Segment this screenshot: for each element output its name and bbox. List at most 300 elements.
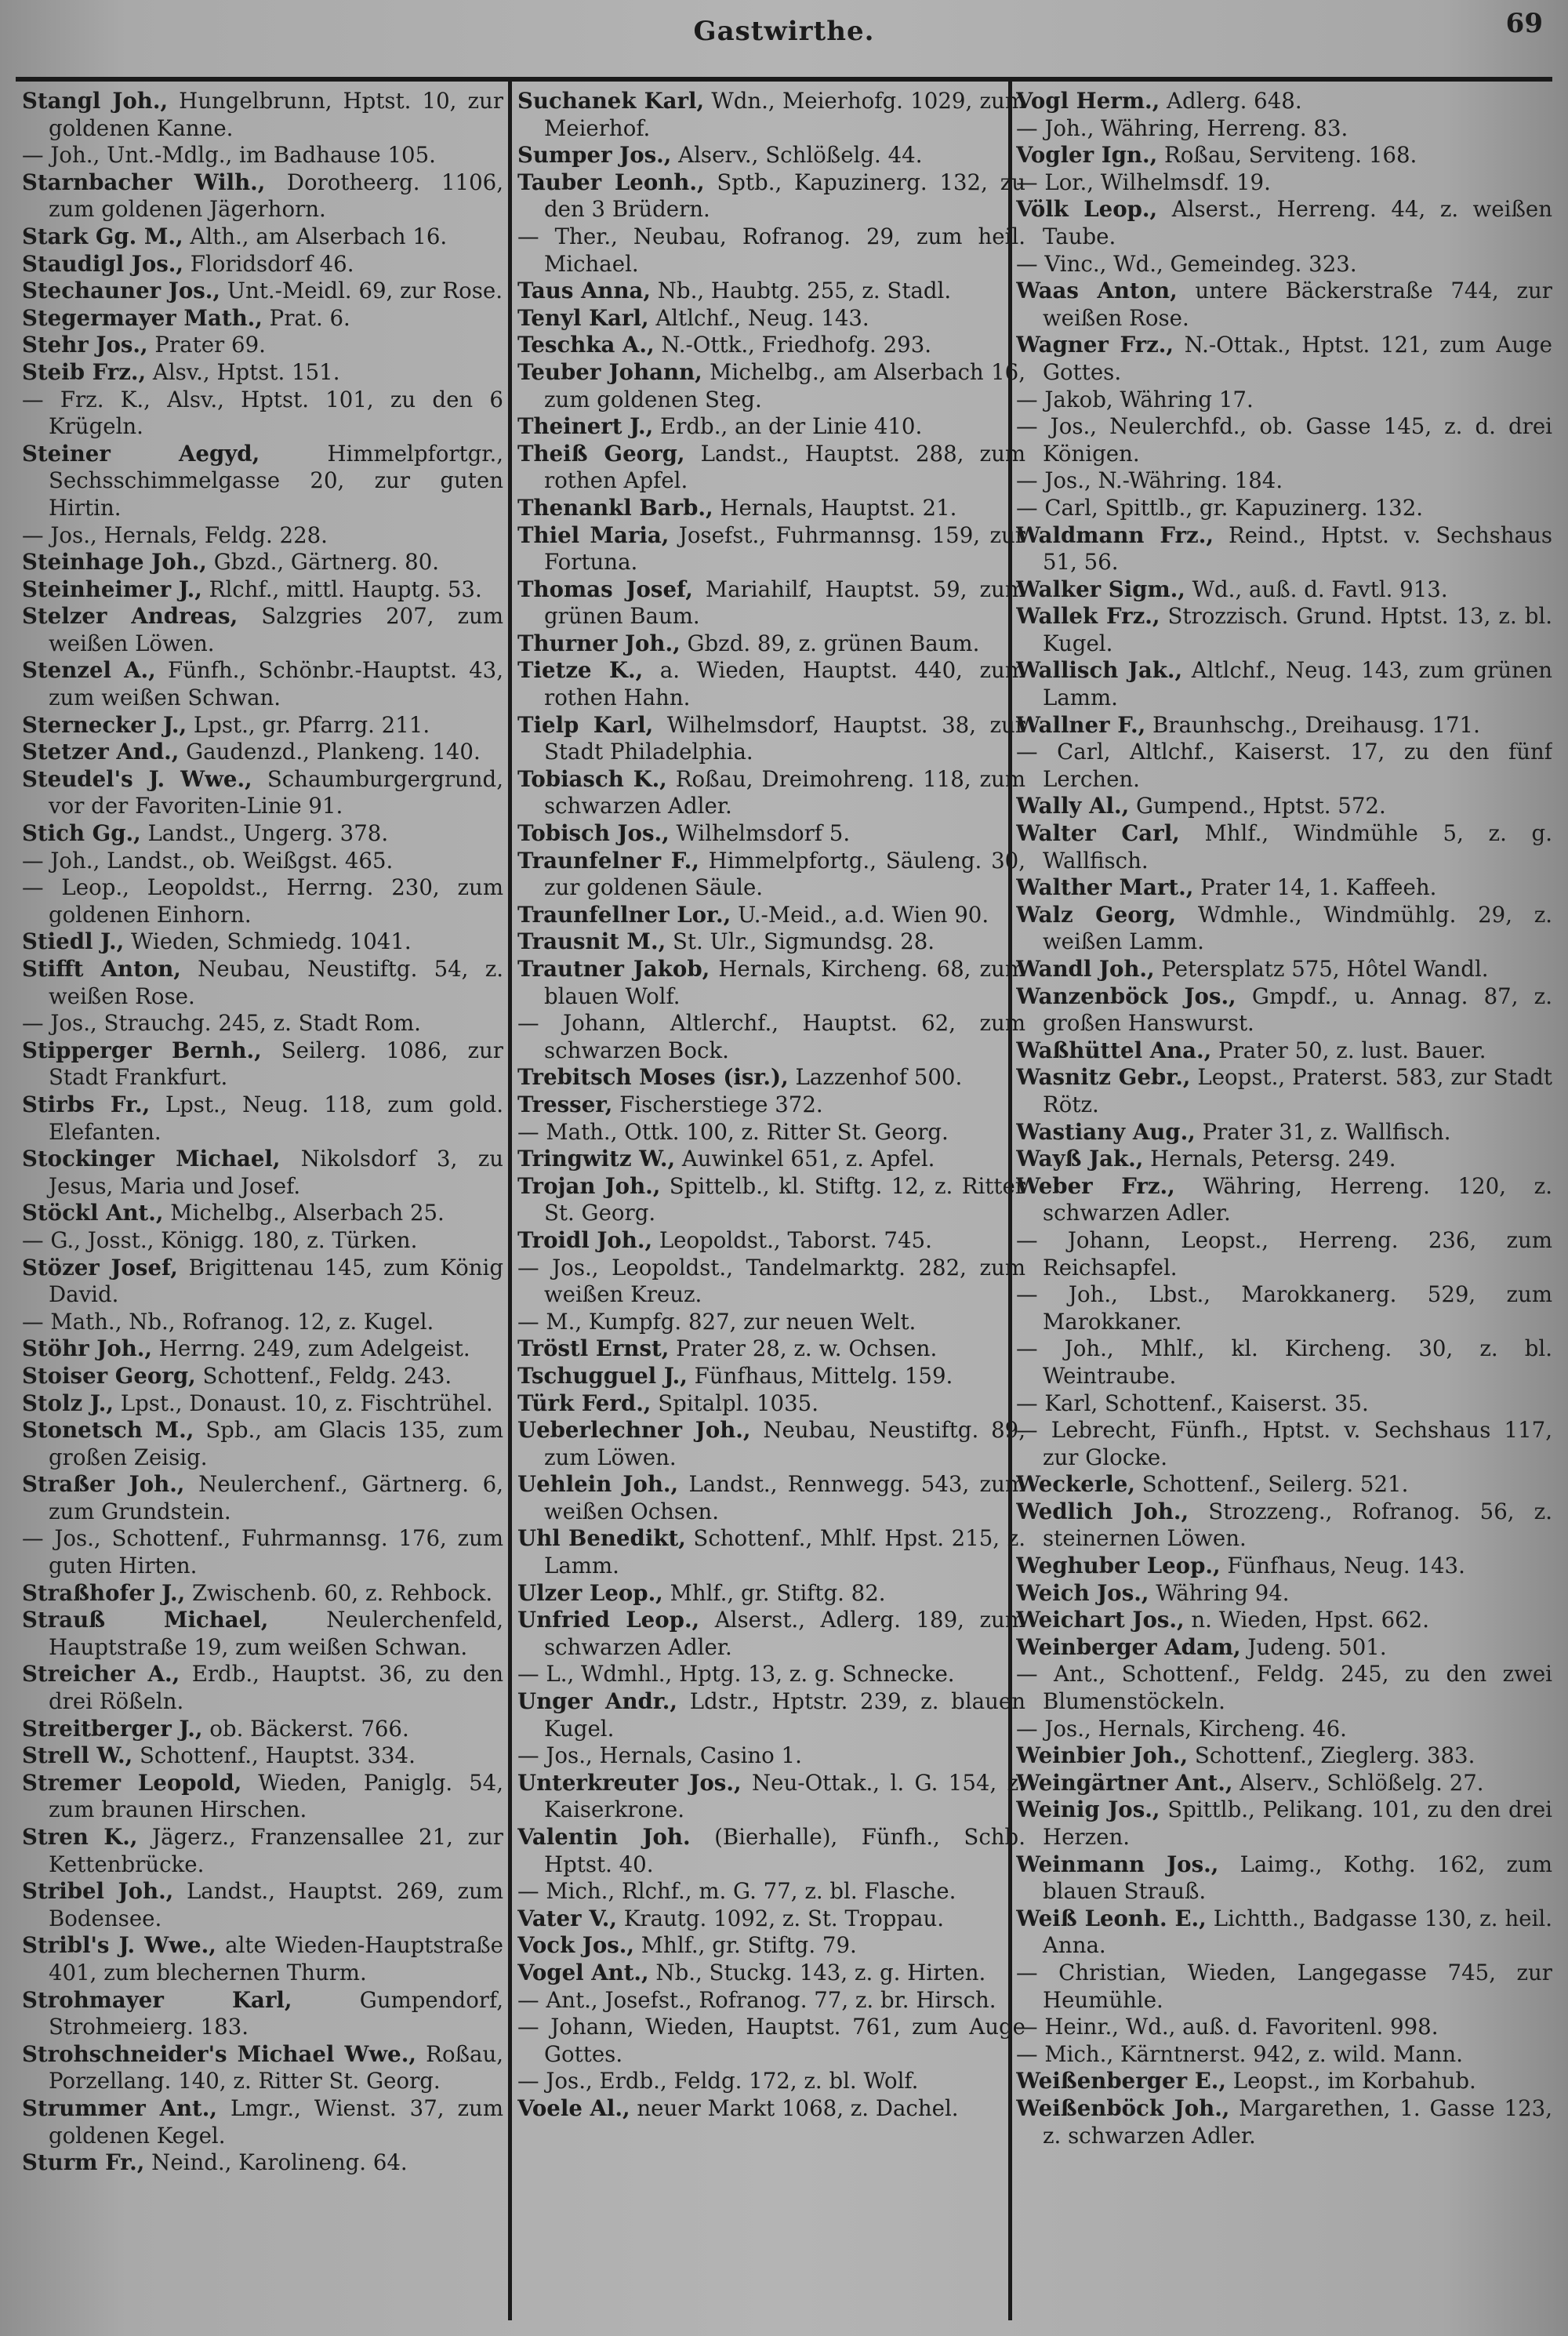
entry-details: Wdn., Meierhofg. 1029, zum Meierhof.	[544, 88, 1025, 141]
directory-entry	[22, 1878, 503, 1932]
entry-details: — Johann, Wieden, Hauptst. 761, zum Auge Gottes.	[517, 2014, 1025, 2067]
entry-name: Vater V.,	[517, 1905, 617, 1931]
entry-name: Tietze K.,	[517, 657, 644, 684]
entry-details: — Jos., Strauchg. 245, z. Stadt Rom.	[22, 1010, 421, 1037]
column-rule-left	[508, 82, 512, 2320]
directory-entry	[22, 88, 503, 142]
directory-entry	[22, 874, 503, 928]
directory-entry	[517, 1119, 1025, 1146]
entry-details: Wd., auß. d. Favtl. 913.	[1185, 576, 1448, 602]
entry-name: Trausnit M.,	[517, 928, 666, 955]
directory-entry	[22, 1824, 503, 1878]
entry-details: Prater 50, z. lust. Bauer.	[1211, 1037, 1486, 1063]
entry-details: Gbzd. 89, z. grünen Baum.	[680, 630, 980, 656]
directory-entry	[517, 1932, 1025, 1960]
entry-details: — Joh., Landst., ob. Weißgst. 465.	[22, 847, 394, 874]
entry-name: Unfried Leop.,	[517, 1607, 700, 1633]
directory-entry	[22, 1227, 503, 1255]
directory-entry	[517, 712, 1025, 766]
directory-entry	[22, 387, 503, 441]
entry-details: a. Wieden, Hauptst. 440, zum rothen Hahn.	[544, 657, 1025, 711]
entry-name: Tobiasch K.,	[517, 765, 667, 792]
directory-entry	[22, 766, 503, 820]
directory-entry	[517, 305, 1025, 332]
entry-name: Tresser,	[517, 1091, 613, 1117]
page-header	[0, 5, 1568, 67]
entry-name: Weichart Jos.,	[1016, 1607, 1185, 1633]
entry-details: Lpst., Donaust. 10, z. Fischtrühel.	[113, 1390, 493, 1416]
entry-details: Alsv., Hptst. 151.	[146, 358, 340, 385]
directory-entry	[1016, 1851, 1552, 1905]
directory-entry	[22, 576, 503, 604]
entry-details: Wieden, Paniglg. 54, zum braunen Hirschen.	[49, 1769, 503, 1823]
directory-entry	[517, 1607, 1025, 1661]
directory-entry	[22, 305, 503, 332]
entry-name: Stonetsch M.,	[22, 1417, 194, 1444]
directory-entry	[1016, 278, 1552, 332]
directory-entry	[22, 441, 503, 522]
entry-name: Thiel Maria,	[517, 521, 670, 548]
entry-name: Stich Gg.,	[22, 820, 141, 847]
directory-entry	[517, 1390, 1025, 1418]
entry-name: Stenzel A.,	[22, 657, 156, 684]
entry-name: Ueberlechner Joh.,	[517, 1417, 751, 1444]
directory-entry	[1016, 1742, 1552, 1770]
entry-name: Weißenböck Joh.,	[1016, 2094, 1230, 2121]
entry-details: Neulerchenf., Gärtnerg. 6, zum Grundstein.	[49, 1471, 503, 1524]
column-1	[22, 88, 503, 2312]
entry-details: — Jos., Erdb., Feldg. 172, z. bl. Wolf.	[517, 2068, 919, 2094]
column-3	[1016, 88, 1552, 2312]
directory-entry	[22, 820, 503, 848]
entry-details: Währing 94.	[1149, 1579, 1290, 1606]
entry-details: Hernals, Hauptst. 21.	[713, 494, 957, 521]
entry-details: Fünfhaus, Mittelg. 159.	[687, 1362, 953, 1389]
entry-name: Weghuber Leop.,	[1016, 1553, 1221, 1579]
entry-details: — Math., Nb., Rofranog. 12, z. Kugel.	[22, 1308, 434, 1335]
entry-details: — Carl, Altlchf., Kaiserst. 17, zu den fünf Lerchen.	[1016, 739, 1552, 792]
entry-details: Nb., Stuckg. 143, z. g. Hirten.	[648, 1959, 986, 1985]
entry-name: Uhl Benedikt,	[517, 1525, 686, 1552]
entry-name: Stöhr Joh.,	[22, 1335, 153, 1362]
entry-name: Vock Jos.,	[517, 1932, 635, 1959]
entry-details: Nb., Haubtg. 255, z. Stadl.	[651, 278, 952, 304]
entry-details: — Joh., Mhlf., kl. Kircheng. 30, z. bl. Weintraube.	[1016, 1335, 1552, 1389]
entry-details: Hungelbrunn, Hptst. 10, zur goldenen Kanne.	[49, 88, 503, 141]
entry-name: Valentin Joh.	[517, 1824, 691, 1850]
entry-details: Lazzenhof 500.	[788, 1064, 963, 1091]
directory-entry	[517, 848, 1025, 902]
entry-name: Walter Carl,	[1016, 820, 1180, 847]
entry-name: Weich Jos.,	[1016, 1579, 1149, 1606]
entry-name: Straßer Joh.,	[22, 1471, 185, 1498]
entry-name: Stockinger Michael,	[22, 1146, 281, 1172]
directory-entry	[517, 1227, 1025, 1255]
directory-entry	[517, 1905, 1025, 1933]
directory-entry	[1016, 576, 1552, 604]
entry-name: Stechauner Jos.,	[22, 278, 221, 304]
entry-name: Wedlich Joh.,	[1016, 1498, 1189, 1524]
entry-details: Lmgr., Wienst. 37, zum goldenen Kegel.	[49, 2094, 503, 2149]
entry-name: Walz Georg,	[1016, 901, 1177, 928]
entry-name: Weingärtner Ant.,	[1016, 1769, 1233, 1796]
entry-details: — Jos., Leopoldst., Tandelmarktg. 282, zum weißen Kreuz.	[517, 1254, 1025, 1308]
entry-details: Fischerstiege 372.	[612, 1091, 823, 1117]
entry-details: Mariahilf, Hauptst. 59, zum grünen Baum.	[544, 576, 1025, 630]
directory-entry	[517, 223, 1025, 278]
entry-name: Stark Gg. M.,	[22, 223, 183, 249]
directory-entry	[22, 1417, 503, 1471]
entry-name: Waas Anton,	[1016, 278, 1178, 304]
directory-entry	[22, 1742, 503, 1770]
entry-details: Leopoldst., Taborst. 745.	[652, 1226, 932, 1253]
entry-details: Alserst., Herreng. 44, z. weißen Taube.	[1043, 196, 1552, 249]
entry-name: Steinhage Joh.,	[22, 549, 207, 576]
entry-name: Stren K.,	[22, 1824, 138, 1850]
entry-name: Weckerle,	[1016, 1471, 1135, 1498]
directory-entry	[1016, 983, 1552, 1037]
entry-name: Tschugguel J.,	[517, 1362, 688, 1389]
directory-entry	[517, 630, 1025, 658]
directory-entry	[22, 278, 503, 305]
directory-entry	[1016, 1634, 1552, 1662]
entry-name: Stöckl Ant.,	[22, 1200, 164, 1226]
directory-entry	[517, 1580, 1025, 1608]
directory-entry	[1016, 603, 1552, 657]
entry-details: Landst., Ungerg. 378.	[140, 820, 389, 847]
entry-details: Brigittenau 145, zum König David.	[49, 1254, 503, 1308]
entry-name: Weber Frz.,	[1016, 1172, 1175, 1199]
entry-name: Wagner Frz.,	[1016, 332, 1174, 358]
entry-details: Schaumburgergrund, vor der Favoriten-Linie 91.	[49, 765, 503, 819]
directory-entry	[517, 441, 1025, 495]
directory-entry	[517, 820, 1025, 848]
entry-name: Tenyl Karl,	[517, 304, 649, 331]
entry-details: — Christian, Wieden, Langegasse 745, zur Heumühle.	[1016, 1959, 1552, 2013]
directory-entry	[1016, 1037, 1552, 1065]
entry-details: Unt.-Meidl. 69, zur Rose.	[220, 278, 503, 304]
entry-details: — Carl, Spittlb., gr. Kapuzinerg. 132.	[1016, 494, 1424, 521]
directory-entry	[1016, 1390, 1552, 1418]
entry-details: — Jos., Hernals, Casino 1.	[517, 1742, 802, 1769]
directory-entry	[1016, 793, 1552, 820]
directory-entry	[22, 1770, 503, 1824]
entry-details: — Johann, Leopst., Herreng. 236, zum Reichsapfel.	[1016, 1226, 1552, 1281]
entry-details: Michelbg., am Alserbach 16, zum goldenen Steg.	[544, 358, 1025, 412]
entry-name: Vogler Ign.,	[1016, 142, 1158, 169]
directory-entry	[1016, 2014, 1552, 2041]
directory-entry	[22, 928, 503, 956]
entry-name: Tröstl Ernst,	[517, 1335, 670, 1362]
entry-details: Jägerz., Franzensallee 21, zur Kettenbrücke.	[49, 1824, 503, 1877]
directory-entry	[22, 1092, 503, 1146]
entry-details: U.-Meid., a.d. Wien 90.	[731, 901, 989, 928]
directory-entry	[517, 332, 1025, 359]
directory-entry	[22, 657, 503, 711]
entry-details: Alth., am Alserbach 16.	[183, 223, 448, 249]
entry-name: Stipperger Bernh.,	[22, 1037, 262, 1063]
entry-details: Prater 69.	[147, 332, 266, 358]
entry-name: Vogel Ant.,	[517, 1959, 649, 1985]
entry-details: Alserv., Schlößelg. 27.	[1232, 1769, 1484, 1796]
entry-details: Prat. 6.	[262, 304, 350, 331]
directory-entry	[517, 1661, 1025, 1688]
entry-details: Spitalpl. 1035.	[651, 1390, 818, 1416]
entry-details: Himmelpfortg., Säuleng. 30, zur goldenen Säule.	[544, 847, 1025, 901]
entry-name: Trojan Joh.,	[517, 1172, 661, 1199]
directory-entry	[517, 142, 1025, 169]
entry-details: — Joh., Währing, Herreng. 83.	[1016, 114, 1348, 141]
entry-name: Streitberger J.,	[22, 1715, 203, 1742]
directory-entry	[517, 1363, 1025, 1390]
directory-entry	[22, 1580, 503, 1608]
entry-details: — Vinc., Wd., Gemeindeg. 323.	[1016, 250, 1357, 277]
entry-name: Weiß Leonh. E.,	[1016, 1905, 1207, 1931]
directory-entry	[517, 1688, 1025, 1742]
entry-name: Strummer Ant.,	[22, 2094, 218, 2121]
directory-entry	[517, 1064, 1025, 1092]
entry-details: Roßau, Dreimohreng. 118, zum schwarzen Adler.	[544, 765, 1025, 819]
entry-name: Waßhüttel Ana.,	[1016, 1037, 1212, 1063]
entry-name: Stelzer Andreas,	[22, 603, 238, 630]
entry-name: Steiner Aegyd,	[22, 440, 260, 467]
entry-name: Theiß Georg,	[517, 440, 685, 467]
entry-details: Mhlf., gr. Stiftg. 79.	[634, 1932, 857, 1959]
entry-name: Stirbs Fr.,	[22, 1091, 151, 1117]
directory-entry	[517, 1255, 1025, 1309]
entry-name: Unger Andr.,	[517, 1688, 678, 1715]
directory-entry	[22, 1255, 503, 1309]
directory-entry	[517, 2068, 1025, 2095]
entry-details: — L., Wdmhl., Hptg. 13, z. g. Schnecke.	[517, 1661, 955, 1688]
directory-entry	[517, 359, 1025, 413]
directory-entry	[517, 1173, 1025, 1227]
entry-details: Hernals, Kircheng. 68, zum blauen Wolf.	[544, 956, 1025, 1009]
entry-details: Zwischenb. 60, z. Rehbock.	[185, 1579, 493, 1606]
directory-entry	[517, 495, 1025, 522]
entry-details: — Mich., Kärntnerst. 942, z. wild. Mann.	[1016, 2040, 1463, 2067]
directory-entry	[517, 1525, 1025, 1579]
entry-details: Wilhelmsdorf, Hauptst. 38, zur Stadt Philadelphia.	[544, 711, 1025, 765]
running-head: Gastwirthe.	[693, 16, 875, 47]
directory-entry	[517, 1335, 1025, 1363]
directory-entry	[22, 1390, 503, 1418]
directory-entry	[22, 332, 503, 359]
directory-entry	[22, 1010, 503, 1037]
entry-details: Landst., Hauptst. 269, zum Bodensee.	[49, 1878, 503, 1931]
entry-details: Erdb., an der Linie 410.	[653, 413, 923, 440]
entry-details: Rlchf., mittl. Hauptg. 53.	[201, 576, 482, 602]
directory-entry	[517, 1742, 1025, 1770]
directory-entry	[1016, 1607, 1552, 1634]
entry-details: Auwinkel 651, z. Apfel.	[675, 1146, 935, 1172]
entry-details: Schottenf., Hauptst. 334.	[132, 1742, 416, 1769]
entry-details: Alserst., Adlerg. 189, zum schwarzen Adler.	[544, 1607, 1025, 1660]
directory-entry	[1016, 1227, 1552, 1281]
entry-details: Lichtth., Badgasse 130, z. heil. Anna.	[1043, 1905, 1552, 1959]
entry-name: Wasnitz Gebr.,	[1016, 1064, 1191, 1091]
entry-details: N.-Ottk., Friedhofg. 293.	[654, 332, 932, 358]
entry-name: Stangl Joh.,	[22, 88, 169, 114]
directory-entry	[1016, 1417, 1552, 1471]
directory-entry	[517, 956, 1025, 1010]
entry-name: Wandl Joh.,	[1016, 956, 1155, 982]
entry-name: Straßhofer J.,	[22, 1579, 186, 1606]
entry-details: Spittelb., kl. Stiftg. 12, z. Ritter St. Georg.	[544, 1172, 1025, 1226]
directory-entry	[1016, 2041, 1552, 2069]
entry-details: — M., Kumpfg. 827, zur neuen Welt.	[517, 1308, 916, 1335]
entry-name: Stribl's J. Wwe.,	[22, 1932, 216, 1959]
entry-name: Walther Mart.,	[1016, 874, 1194, 901]
directory-entry	[22, 522, 503, 550]
entry-name: Strell W.,	[22, 1742, 133, 1769]
entry-name: Tobisch Jos.,	[517, 820, 670, 847]
directory-entry	[22, 2149, 503, 2177]
directory-entry	[22, 603, 503, 657]
entry-name: Traunfelner F.,	[517, 847, 699, 874]
entry-details: — Math., Ottk. 100, z. Ritter St. Georg.	[517, 1118, 949, 1145]
directory-entry	[1016, 142, 1552, 169]
entry-details: neuer Markt 1068, z. Dachel.	[630, 2094, 959, 2121]
entry-name: Thurner Joh.,	[517, 630, 681, 656]
entry-name: Tauber Leonh.,	[517, 169, 705, 195]
directory-entry	[22, 956, 503, 1010]
entry-details: — Ther., Neubau, Rofranog. 29, zum heil. Michael.	[517, 223, 1025, 277]
entry-name: Unterkreuter Jos.,	[517, 1769, 742, 1796]
entry-name: Trebitsch Moses (isr.),	[517, 1064, 789, 1091]
directory-entry	[1016, 1335, 1552, 1390]
directory-entry	[22, 1987, 503, 2041]
directory-entry	[517, 1471, 1025, 1525]
entry-details: Neind., Karolineng. 64.	[144, 2149, 408, 2176]
entry-details: Gumpendorf, Strohmeierg. 183.	[49, 1986, 503, 2040]
directory-entry	[22, 1661, 503, 1715]
entry-name: Weinberger Adam,	[1016, 1633, 1241, 1660]
entry-details: — Ant., Schottenf., Feldg. 245, zu den zwei Blumenstöckeln.	[1016, 1661, 1552, 1715]
entry-details: Schottenf., Seilerg. 521.	[1134, 1471, 1409, 1498]
directory-entry	[22, 549, 503, 576]
entry-name: Stifft Anton,	[22, 956, 181, 982]
directory-entry	[1016, 1580, 1552, 1608]
entry-name: Weinmann Jos.,	[1016, 1851, 1219, 1877]
entry-details: — Frz. K., Alsv., Hptst. 101, zu den 6 Krügeln.	[22, 386, 503, 440]
directory-entry	[517, 928, 1025, 956]
entry-details: — Leop., Leopoldst., Herrng. 230, zum goldenen Einhorn.	[22, 874, 503, 928]
entry-name: Strohschneider's Michael Wwe.,	[22, 2040, 416, 2067]
entry-details: Salzgries 207, zum weißen Löwen.	[49, 603, 503, 656]
entry-details: Seilerg. 1086, zur Stadt Frankfurt.	[49, 1037, 503, 1091]
entry-details: — Jos., Neulerchfd., ob. Gasse 145, z. d. drei Königen.	[1016, 413, 1552, 467]
directory-entry	[22, 1716, 503, 1743]
entry-details: Reind., Hptst. v. Sechshaus 51, 56.	[1043, 521, 1552, 576]
entry-details: Krautg. 1092, z. St. Troppau.	[617, 1905, 945, 1931]
entry-name: Traunfellner Lor.,	[517, 901, 731, 928]
directory-entry	[517, 766, 1025, 820]
directory-entry	[1016, 1471, 1552, 1499]
entry-name: Wallek Frz.,	[1016, 603, 1160, 630]
entry-details: Schottenf., Zieglerg. 383.	[1188, 1742, 1475, 1769]
column-2	[517, 88, 1025, 2312]
entry-details: Altlchf., Neug. 143.	[648, 304, 869, 331]
entry-name: Wally Al.,	[1016, 793, 1130, 819]
entry-details: Gaudenzd., Plankeng. 140.	[179, 739, 481, 765]
entry-details: — Lebrecht, Fünfh., Hptst. v. Sechshaus 117, zur Glocke.	[1016, 1417, 1552, 1470]
directory-entry	[517, 1010, 1025, 1064]
entry-details: Erdb., Hauptst. 36, zu den drei Rößeln.	[49, 1661, 503, 1715]
entry-details: Prater 14, 1. Kaffeeh.	[1193, 874, 1437, 901]
entry-name: Sternecker J.,	[22, 711, 187, 738]
entry-name: Weinbier Joh.,	[1016, 1742, 1189, 1769]
entry-details: n. Wieden, Hpst. 662.	[1184, 1607, 1430, 1633]
directory-entry	[517, 576, 1025, 630]
entry-details: Roßau, Porzellang. 140, z. Ritter St. Georg.	[49, 2040, 503, 2094]
entry-details: Floridsdorf 46.	[183, 250, 354, 277]
entry-details: Strozzeng., Rofranog. 56, z. steinernen Löwen.	[1043, 1498, 1552, 1552]
directory-entry	[517, 902, 1025, 929]
entry-name: Steudel's J. Wwe.,	[22, 765, 252, 792]
entry-name: Thenankl Barb.,	[517, 494, 713, 521]
entry-details: — Heinr., Wd., auß. d. Favoritenl. 998.	[1016, 2014, 1439, 2040]
directory-entry	[1016, 1770, 1552, 1797]
directory-entry	[22, 359, 503, 387]
entry-details: Fünfhaus, Neug. 143.	[1220, 1553, 1465, 1579]
entry-name: Wanzenböck Jos.,	[1016, 983, 1236, 1009]
entry-details: — Lor., Wilhelmsdf. 19.	[1016, 169, 1271, 195]
entry-details: Fünfh., Schönbr.-Hauptst. 43, zum weißen Schwan.	[49, 657, 503, 711]
entry-name: Staudigl Jos.,	[22, 250, 183, 277]
entry-name: Stehr Jos.,	[22, 332, 148, 358]
directory-entry	[1016, 874, 1552, 902]
entry-details: Spittlb., Pelikang. 101, zu den drei Herzen.	[1043, 1797, 1552, 1850]
directory-entry	[1016, 169, 1552, 197]
directory-entry	[517, 1092, 1025, 1119]
directory-entry	[1016, 522, 1552, 576]
directory-entry	[1016, 1146, 1552, 1173]
entry-name: Wallner F.,	[1016, 711, 1146, 738]
entry-name: Wallisch Jak.,	[1016, 657, 1183, 684]
entry-name: Stegermayer Math.,	[22, 304, 263, 331]
entry-name: Tringwitz W.,	[517, 1146, 676, 1172]
entry-details: Neu-Ottak., l. G. 154, z. Kaiserkrone.	[544, 1769, 1025, 1823]
entry-name: Stribel Joh.,	[22, 1878, 174, 1905]
directory-entry	[22, 223, 503, 251]
directory-entry	[22, 739, 503, 766]
entry-details: Hernals, Petersg. 249.	[1143, 1146, 1396, 1172]
entry-details: — Jos., Schottenf., Fuhrmannsg. 176, zum guten Hirten.	[22, 1525, 503, 1579]
entry-details: Schottenf., Feldg. 243.	[195, 1362, 452, 1389]
entry-details: — Jos., Hernals, Kircheng. 46.	[1016, 1715, 1347, 1742]
directory-entry	[1016, 1960, 1552, 2014]
directory-entry	[1016, 1716, 1552, 1743]
entry-name: Türk Ferd.,	[517, 1390, 652, 1416]
directory-entry	[1016, 115, 1552, 143]
directory-entry	[1016, 1905, 1552, 1960]
entry-details: — Jakob, Währing 17.	[1016, 386, 1254, 412]
directory-entry	[517, 88, 1025, 142]
entry-details: Himmelpfortgr., Sechsschimmelgasse 20, zur guten Hirtin.	[49, 440, 503, 521]
directory-entry	[22, 1309, 503, 1336]
directory-entry	[1016, 1119, 1552, 1146]
directory-entry	[1016, 2095, 1552, 2149]
directory-entry	[1016, 467, 1552, 495]
entry-name: Sturm Fr.,	[22, 2149, 145, 2176]
entry-details: Gbzd., Gärtnerg. 80.	[206, 549, 440, 576]
entry-name: Theinert J.,	[517, 413, 654, 440]
entry-name: Tielp Karl,	[517, 711, 654, 738]
entry-name: Stolz J.,	[22, 1390, 114, 1416]
directory-entry	[517, 657, 1025, 711]
entry-details: Petersplatz 575, Hôtel Wandl.	[1154, 956, 1489, 982]
